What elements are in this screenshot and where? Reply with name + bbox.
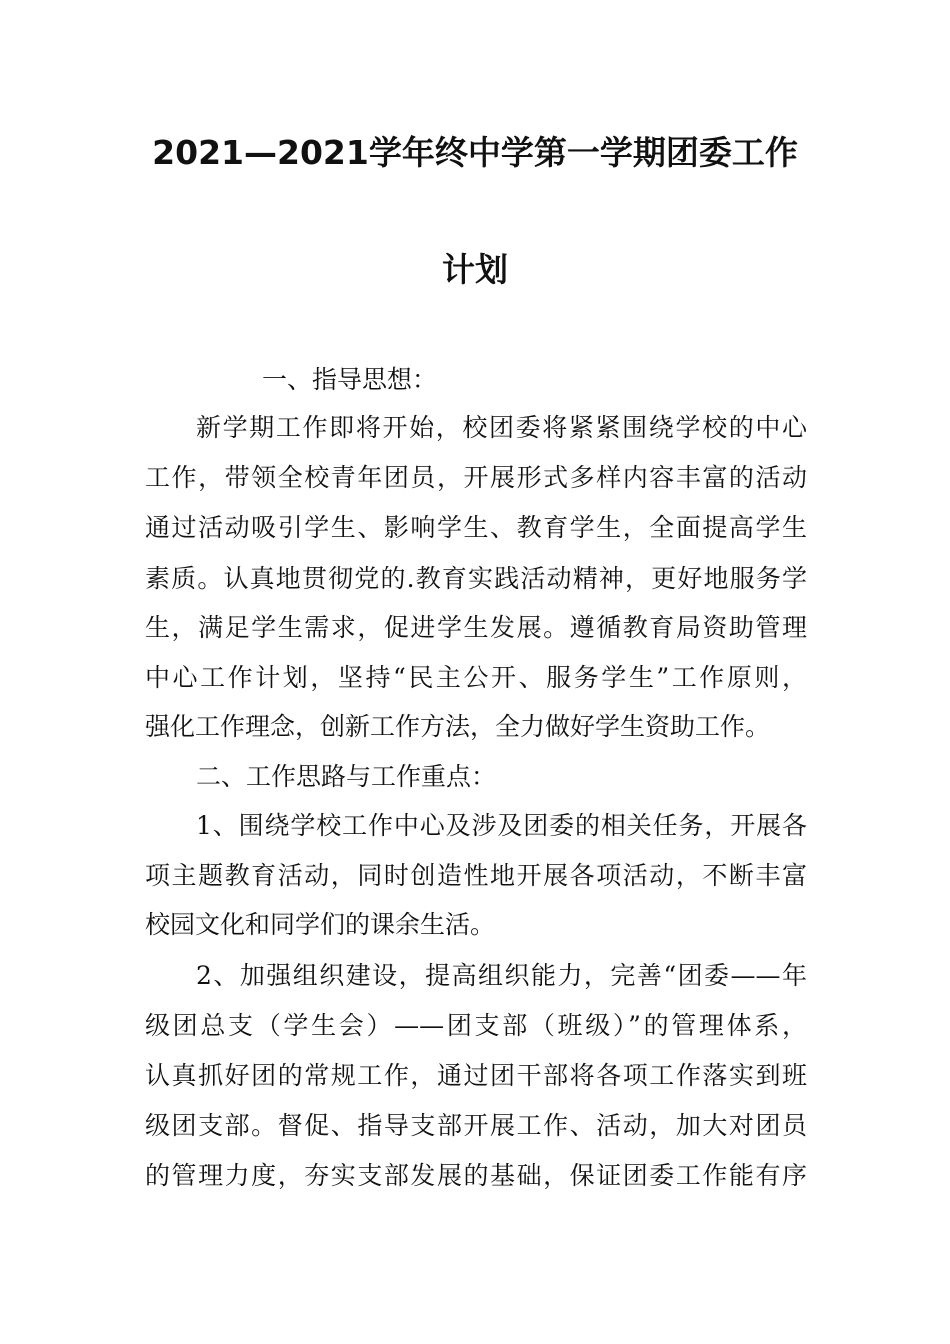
paragraph-line: 1、围绕学校工作中心及涉及团委的相关任务，开展各 [196,811,807,840]
section-heading-work-focus: 二、工作思路与工作重点： [196,762,497,791]
section-heading-guiding-thought: 一、指导思想： [262,365,438,394]
paragraph-line: 生，满足学生需求，促进学生发展。遵循教育局资助管理 [145,613,807,642]
document-title-line-2: 计划 [442,250,508,289]
paragraph-line: 素质。认真地贯彻党的.教育实践活动精神，更好地服务学 [145,564,807,593]
paragraph-line: 2、加强组织建设，提高组织能力，完善“团委——年 [196,961,807,990]
paragraph-line: 通过活动吸引学生、影响学生、教育学生，全面提高学生 [145,513,807,542]
paragraph-line: 的管理力度，夯实支部发展的基础，保证团委工作能有序 [145,1161,807,1190]
paragraph-line: 校园文化和同学们的课余生活。 [145,910,496,939]
paragraph-line: 中心工作计划，坚持“民主公开、服务学生”工作原则， [145,663,807,692]
paragraph-line: 级团总支（学生会）——团支部（班级）”的管理体系， [145,1011,807,1040]
paragraph-line: 新学期工作即将开始，校团委将紧紧围绕学校的中心 [196,413,807,442]
paragraph-line: 强化工作理念，创新工作方法，全力做好学生资助工作。 [145,712,771,741]
document-title-line-1: 2021—2021学年终中学第一学期团委工作 [152,133,798,172]
paragraph-line: 级团支部。督促、指导支部开展工作、活动，加大对团员 [145,1111,807,1140]
paragraph-line: 项主题教育活动，同时创造性地开展各项活动，不断丰富 [145,861,807,890]
paragraph-line: 认真抓好团的常规工作，通过团干部将各项工作落实到班 [145,1061,807,1090]
paragraph-line: 工作，带领全校青年团员，开展形式多样内容丰富的活动 [145,463,807,492]
